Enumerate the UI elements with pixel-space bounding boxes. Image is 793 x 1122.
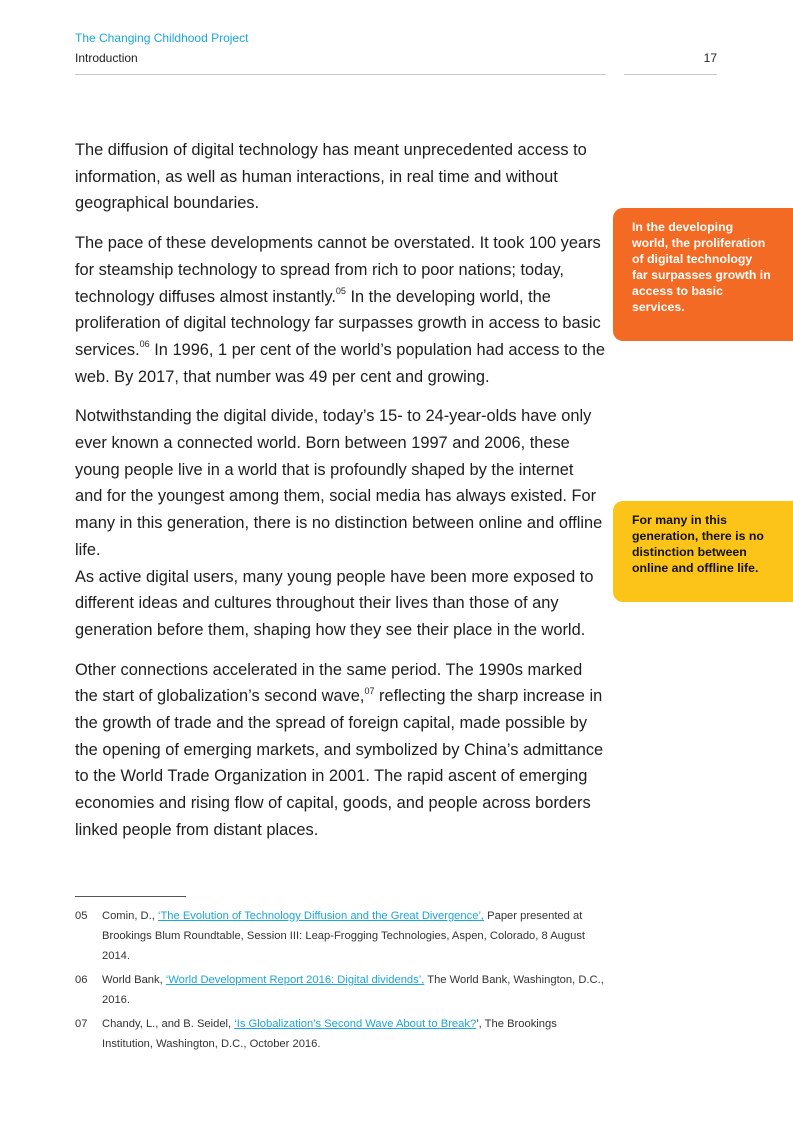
footnote-divider bbox=[75, 896, 186, 897]
footnote-link[interactable]: ‘The Evolution of Technology Diffusion and the Great Divergence’, bbox=[157, 910, 485, 922]
section-title: Introduction bbox=[75, 51, 138, 65]
footnote-author: Comin, D., bbox=[102, 910, 158, 922]
footnote-link[interactable]: ‘World Development Report 2016: Digital dividends’, bbox=[165, 974, 425, 986]
paragraph-4-text-b: reflecting the sharp increase in the growth of trade and the spread of foreign capital, made possible by the opening of emerging markets, and symbolized by China’s admittance to the World Trade Organization in 2001. The rapid ascent of emerging economies and rising flow of capital, goods, and people across borders linked people from distant places. bbox=[75, 687, 604, 839]
footnote-07 bbox=[75, 1014, 605, 1054]
footnote-05 bbox=[75, 906, 605, 966]
paragraph-3-text-b: As active digital users, many young people have been more exposed to different ideas and cultures throughout their lives than those of any generation before them, shaping how they see their place in the world. bbox=[75, 567, 594, 639]
pull-quote-yellow-text: For many in this generation, there is no distinction between online and offline life. bbox=[632, 513, 764, 575]
paragraph-2-text-c: In 1996, 1 per cent of the world’s population had access to the web. By 2017, that number was 49 per cent and growing. bbox=[75, 340, 605, 386]
footnote-text bbox=[102, 970, 605, 1010]
paragraph-3-text-a: Notwithstanding the digital divide, today’s 15- to 24-year-olds have only ever known a connected world. Born between 1997 and 2006, these young people live in a world that is profoundly shaped by the internet and for the youngest among them, social media has always existed. For many in this generation, there is no distinction between online and offline life. bbox=[75, 407, 603, 559]
paragraph-3 bbox=[75, 403, 605, 643]
footnote-ref-05[interactable]: 05 bbox=[335, 286, 346, 297]
footnote-text bbox=[102, 1014, 605, 1054]
footnote-number: 06 bbox=[75, 974, 88, 986]
paragraph-4-text-a: Other connections accelerated in the same period. The 1990s marked the start of globalization’s second wave, bbox=[75, 660, 583, 706]
main-body-text bbox=[75, 137, 605, 857]
paragraph-2-text-a: The pace of these developments cannot be overstated. It took 100 years for steamship technology to spread from rich to poor nations; today, technology diffuses almost instantly. bbox=[75, 234, 601, 306]
footnote-number: 05 bbox=[75, 910, 88, 922]
paragraph-2-text-b: In the developing world, the proliferation of digital technology far surpasses growth in access to basic services. bbox=[75, 287, 601, 359]
page-number: 17 bbox=[703, 51, 717, 65]
paragraph-4 bbox=[75, 657, 605, 844]
footnote-details: The World Bank, Washington, D.C., 2016. bbox=[102, 974, 604, 1006]
paragraph-2 bbox=[75, 230, 605, 390]
footnotes bbox=[75, 906, 605, 1058]
footnote-details: Paper presented at Brookings Blum Roundtable, Session III: Leap-Frogging Technologies, Aspen, Colorado, 8 August 2014. bbox=[102, 910, 586, 962]
paragraph-1 bbox=[75, 137, 605, 217]
paragraph-1-text: The diffusion of digital technology has meant unprecedented access to information, as well as human interactions, in real time and without geographical boundaries. bbox=[75, 141, 587, 213]
footnote-details: ’, The Brookings Institution, Washington, D.C., October 2016. bbox=[102, 1018, 557, 1050]
project-title: The Changing Childhood Project bbox=[75, 31, 249, 45]
header-divider bbox=[75, 74, 606, 75]
footnote-author: Chandy, L., and B. Seidel, bbox=[102, 1018, 235, 1030]
pull-quote-yellow bbox=[613, 501, 793, 602]
footnote-ref-06[interactable]: 06 bbox=[139, 339, 150, 350]
footnote-ref-07[interactable]: 07 bbox=[364, 685, 375, 696]
footnote-link[interactable]: ‘Is Globalization’s Second Wave About to Break? bbox=[234, 1018, 477, 1030]
pull-quote-orange bbox=[613, 208, 793, 341]
footnote-06 bbox=[75, 970, 605, 1010]
footnote-number: 07 bbox=[75, 1018, 88, 1030]
footnote-author: World Bank, bbox=[102, 974, 166, 986]
footnote-text bbox=[102, 906, 605, 966]
header-divider-side bbox=[624, 74, 717, 75]
pull-quote-orange-text: In the developing world, the proliferation of digital technology far surpasses growth in access to basic services. bbox=[632, 220, 771, 314]
